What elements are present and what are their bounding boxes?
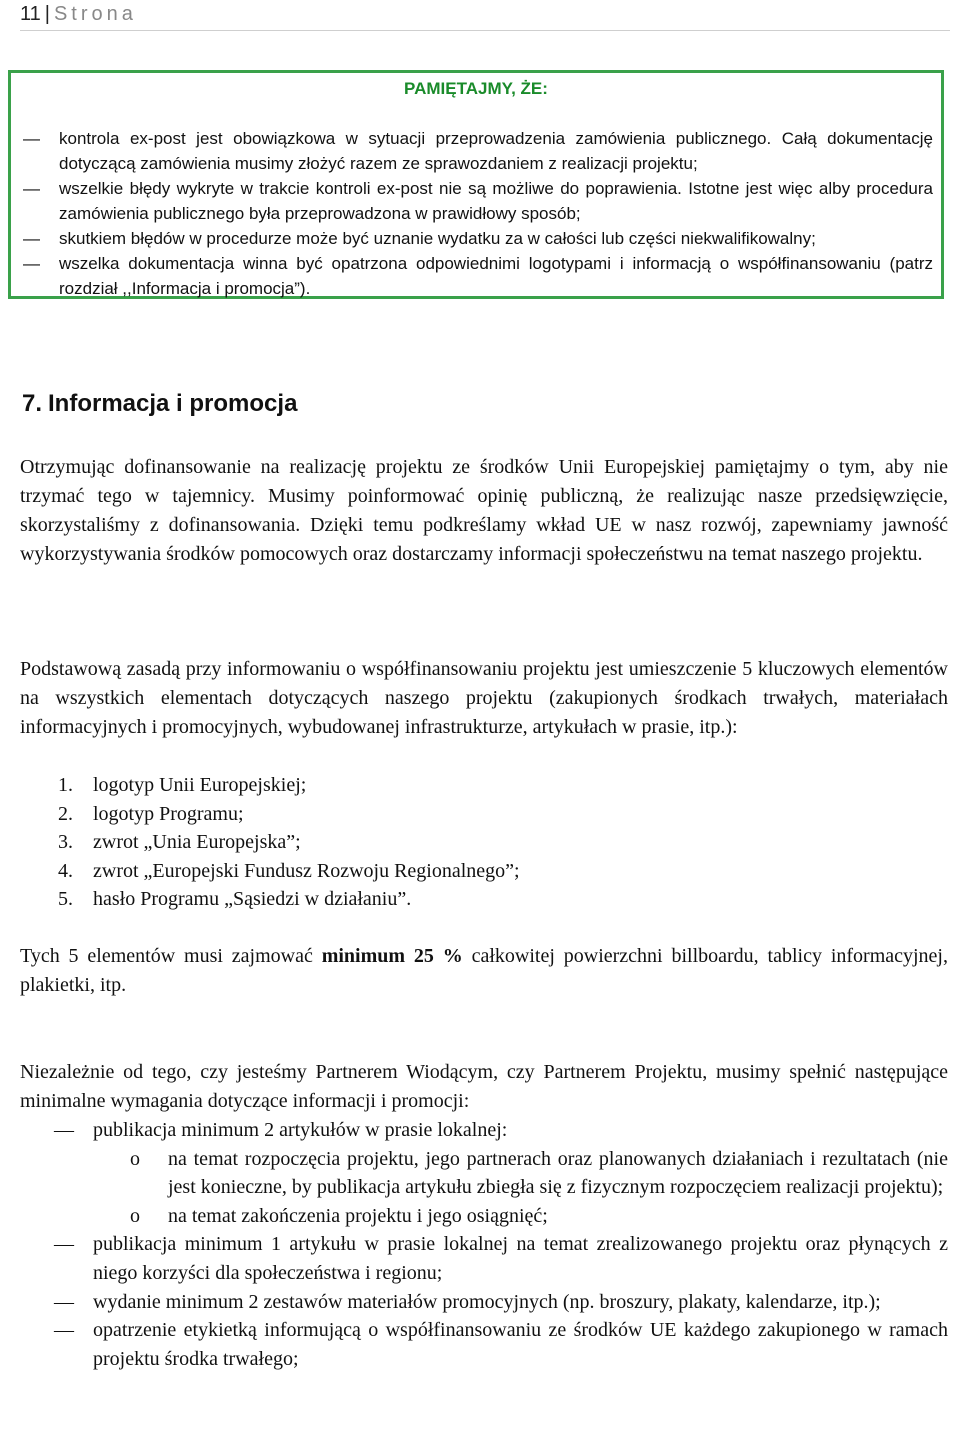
- page-number: 11: [20, 3, 41, 25]
- paragraph-intro: Otrzymując dofinansowanie na realizację projektu ze środków Unii Europejskiej pamiętajmy o tym, aby nie trzymać tego w tajemnicy. Musimy poinformować opinię publiczną, że realizując nasze przedsięwzięcie, skorzystaliśmy z dofinansowania. Dzięki temu podkreślamy wkład UE w nasz rozwój, zapewniamy jawność wykorzystywania środków pomocowych oraz dostarczamy informacji społeczeństwu na temat naszego projektu.: [20, 456, 948, 565]
- requirement-item: — wydanie minimum 2 zestawów materiałów promocyjnych (np. broszury, plakaty, kalendarze, itp.);: [20, 1288, 948, 1317]
- header-separator: |: [44, 3, 50, 25]
- list-item: [20, 885, 520, 914]
- list-index: 3.: [58, 831, 73, 854]
- requirement-sublist: [93, 1145, 948, 1231]
- list-index: 1.: [58, 774, 73, 796]
- minimum-text-before: Tych 5 elementów musi zajmować: [20, 945, 322, 967]
- section-number: 7.: [22, 390, 43, 417]
- list-text: logotyp Unii Europejskiej;: [93, 774, 307, 796]
- list-text: zwrot „Europejski Fundusz Rozwoju Regionalnego”;: [93, 859, 520, 882]
- requirements-list: [20, 1116, 948, 1373]
- reminder-list: [23, 126, 933, 301]
- list-item: [20, 800, 520, 829]
- reminder-item: — skutkiem błędów w procedurze może być uznanie wydatku za w całości lub części niekwalifikowalny;: [23, 226, 933, 251]
- paragraph-minimum: [20, 942, 948, 1000]
- reminder-box: [8, 70, 944, 299]
- reminder-item: — wszelkie błędy wykryte w trakcie kontroli ex-post nie są możliwe do poprawienia. Istotne jest więc alby procedura zamówienia publicznego była przeprowadzona w prawidłowy sposób;: [23, 176, 933, 226]
- reminder-title: PAMIĘTAJMY, ŻE:: [404, 79, 548, 98]
- paragraph-requirements: Niezależnie od tego, czy jesteśmy Partnerem Wiodącym, czy Partnerem Projektu, musimy spełnić następujące minimalne wymagania dotyczące informacji i promocji:: [20, 1061, 948, 1112]
- page-header: [20, 0, 950, 31]
- list-item: [20, 771, 520, 800]
- list-index: 5.: [58, 888, 73, 911]
- requirement-item: — publikacja minimum 1 artykułu w prasie lokalnej na temat zrealizowanego projektu oraz płynących z niego korzyści dla społeczeństwa i regionu;: [20, 1230, 948, 1287]
- sub-item: o na temat zakończenia projektu i jego osiągnięć;: [93, 1202, 948, 1231]
- section-title: Informacja i promocja: [48, 390, 298, 417]
- minimum-text-after: całkowitej powierzchni billboardu, tablicy informacyjnej, plakietki, itp.: [20, 945, 948, 996]
- list-index: 2.: [58, 802, 73, 825]
- page-word: Strona: [53, 3, 137, 25]
- list-item: [20, 828, 520, 857]
- reminder-item: — kontrola ex-post jest obowiązkowa w sytuacji przeprowadzenia zamówienia publicznego. Całą dokumentację dotyczącą zamówienia musimy złożyć razem ze sprawozdaniem z realizacji projektu;: [23, 126, 933, 176]
- list-item: [20, 857, 520, 886]
- reminder-item: — wszelka dokumentacja winna być opatrzona odpowiednimi logotypami i informacją o współfinansowaniu (patrz rozdział ,,Informacja i promocja”).: [23, 251, 933, 301]
- list-text: logotyp Programu;: [93, 802, 244, 825]
- requirement-item: — opatrzenie etykietką informującą o współfinansowaniu ze środków UE każdego zakupionego w ramach projektu środka trwałego;: [20, 1316, 948, 1373]
- list-text: zwrot „Unia Europejska”;: [93, 831, 301, 854]
- sub-item: o na temat rozpoczęcia projektu, jego partnerach oraz planowanych działaniach i rezultatach (nie jest konieczne, by publikacja artykułu zbiegła się z fizycznym rozpoczęciem realizacji projektu);: [93, 1145, 948, 1202]
- list-text: hasło Programu „Sąsiedzi w działaniu”.: [93, 888, 412, 911]
- key-elements-list: [20, 771, 520, 914]
- requirement-text: publikacja minimum 2 artykułów w prasie lokalnej:: [93, 1119, 508, 1141]
- minimum-bold: minimum 25 %: [321, 945, 463, 967]
- list-index: 4.: [58, 859, 73, 882]
- section-heading: [22, 390, 297, 418]
- requirement-item: [20, 1116, 948, 1230]
- paragraph-principle: Podstawową zasadą przy informowaniu o współfinansowaniu projektu jest umieszczenie 5 kluczowych elementów na wszystkich elementach dotyczących naszego projektu (zakupionych środkach trwałych, materiałach informacyjnych i promocyjnych, wybudowanej infrastrukturze, artykułach w prasie, itp.):: [20, 658, 948, 738]
